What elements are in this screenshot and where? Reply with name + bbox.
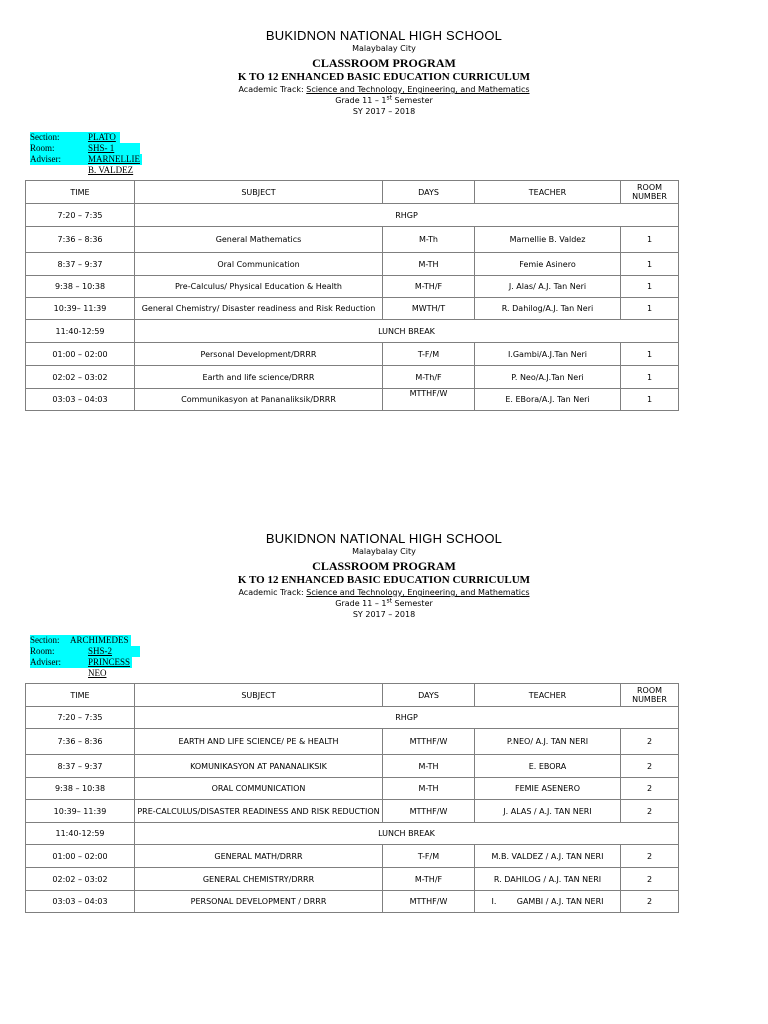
- grade-suffix: Semester: [392, 96, 433, 105]
- cell-subject: Communikasyon at Pananaliksik/DRRR: [135, 389, 383, 411]
- table-row: [26, 868, 679, 891]
- table-row: [26, 729, 679, 755]
- room-label: Room:: [30, 646, 88, 657]
- cell-subject: GENERAL CHEMISTRY/DRRR: [135, 868, 383, 891]
- school-name: BUKIDNON NATIONAL HIGH SCHOOL: [265, 531, 503, 546]
- table-row: [26, 204, 679, 227]
- school-year: SY 2017 – 2018: [352, 107, 416, 116]
- cell-days: MTTHF/W: [383, 891, 475, 913]
- cell-days: MTTHF/W: [383, 729, 475, 755]
- track-label: Academic Track:: [238, 85, 307, 94]
- cell-teacher: E. EBora/A.J. Tan Neri: [475, 389, 621, 411]
- cell-time: 9:38 – 10:38: [26, 276, 135, 298]
- table-row: [26, 366, 679, 389]
- adviser-value: PRINCESS NEO: [88, 657, 131, 678]
- cell-teacher: E. EBORA: [475, 755, 621, 778]
- cell-time: 01:00 – 02:00: [26, 845, 135, 868]
- cell-teacher: I. GAMBI / A.J. TAN NERI: [475, 891, 621, 913]
- cell-subject: Earth and life science/DRRR: [135, 366, 383, 389]
- school-year: SY 2017 – 2018: [352, 610, 416, 619]
- cell-time: 03:03 – 04:03: [26, 389, 135, 411]
- grade-prefix: Grade 11 – 1: [335, 599, 387, 608]
- cell-subject: ORAL COMMUNICATION: [135, 778, 383, 800]
- schedule-table-1: [25, 180, 679, 411]
- table-row: [26, 800, 679, 823]
- cell-teacher: P. Neo/A.J.Tan Neri: [475, 366, 621, 389]
- table-row: [26, 823, 679, 845]
- cell-teacher: P.NEO/ A.J. TAN NERI: [475, 729, 621, 755]
- cell-span: RHGP: [135, 204, 679, 227]
- table-row: [26, 778, 679, 800]
- col-time: TIME: [26, 684, 135, 707]
- cell-days: M-TH: [383, 253, 475, 276]
- section-value: ARCHIMEDES: [70, 635, 129, 645]
- cell-room: 2: [621, 868, 679, 891]
- cell-subject: KOMUNIKASYON AT PANANALIKSIK: [135, 755, 383, 778]
- cell-room: 2: [621, 891, 679, 913]
- cell-time: 7:20 – 7:35: [26, 707, 135, 729]
- cell-time: 01:00 – 02:00: [26, 343, 135, 366]
- cell-time: 02:02 – 03:02: [26, 366, 135, 389]
- table-row: [26, 276, 679, 298]
- curriculum-title: K TO 12 ENHANCED BASIC EDUCATION CURRICULUM: [237, 574, 531, 586]
- cell-room: 2: [621, 778, 679, 800]
- cell-room: 1: [621, 343, 679, 366]
- cell-room: 1: [621, 227, 679, 253]
- adviser-label: Adviser:: [30, 154, 88, 165]
- cell-teacher: M.B. VALDEZ / A.J. TAN NERI: [475, 845, 621, 868]
- cell-time: 11:40-12:59: [26, 320, 135, 343]
- cell-subject: General Chemistry/ Disaster readiness and Risk Reduction: [135, 298, 383, 320]
- col-room-number: ROOM NUMBER: [621, 684, 679, 707]
- cell-time: 10:39– 11:39: [26, 800, 135, 823]
- cell-teacher: Femie Asinero: [475, 253, 621, 276]
- table-row: [26, 320, 679, 343]
- cell-subject: EARTH AND LIFE SCIENCE/ PE & HEALTH: [135, 729, 383, 755]
- cell-days: MTTHF/W: [383, 800, 475, 823]
- cell-days: M-Th/F: [383, 366, 475, 389]
- table-row: [26, 227, 679, 253]
- col-teacher: TEACHER: [475, 181, 621, 204]
- table-row: [26, 253, 679, 276]
- cell-teacher: J. Alas/ A.J. Tan Neri: [475, 276, 621, 298]
- cell-days: T-F/M: [383, 845, 475, 868]
- col-time: TIME: [26, 181, 135, 204]
- section-row: [30, 635, 129, 646]
- track-label: Academic Track:: [238, 588, 307, 597]
- cell-days: MTTHF/W: [383, 389, 475, 411]
- room-row: [30, 646, 113, 657]
- academic-track: [0, 589, 768, 597]
- table-row: [26, 891, 679, 913]
- cell-teacher: J. ALAS / A.J. TAN NERI: [475, 800, 621, 823]
- cell-time: 10:39– 11:39: [26, 298, 135, 320]
- cell-span: LUNCH BREAK: [135, 823, 679, 845]
- cell-room: 2: [621, 800, 679, 823]
- table-row: [26, 389, 679, 411]
- col-days: DAYS: [383, 684, 475, 707]
- cell-time: 9:38 – 10:38: [26, 778, 135, 800]
- col-subject: SUBJECT: [135, 181, 383, 204]
- grade-sup: st: [386, 94, 392, 102]
- cell-days: M-TH/F: [383, 276, 475, 298]
- class-meta-2: [30, 635, 131, 678]
- adviser-label: Adviser:: [30, 657, 88, 668]
- cell-room: 1: [621, 389, 679, 411]
- adviser-row: [30, 657, 131, 678]
- curriculum-title: K TO 12 ENHANCED BASIC EDUCATION CURRICULUM: [237, 71, 531, 83]
- cell-room: 1: [621, 276, 679, 298]
- room-value: SHS-2: [88, 646, 140, 657]
- cell-room: 1: [621, 366, 679, 389]
- table-row: [26, 845, 679, 868]
- cell-time: 7:36 – 8:36: [26, 729, 135, 755]
- room-row: [30, 143, 115, 154]
- city-name: Malaybalay City: [352, 547, 416, 556]
- section-label: Section:: [30, 132, 88, 143]
- cell-subject: Personal Development/DRRR: [135, 343, 383, 366]
- class-meta-1: [30, 132, 140, 175]
- cell-days: MWTH/T: [383, 298, 475, 320]
- cell-room: 1: [621, 253, 679, 276]
- cell-time: 03:03 – 04:03: [26, 891, 135, 913]
- col-days: DAYS: [383, 181, 475, 204]
- table-header-row: [26, 181, 679, 204]
- cell-span: RHGP: [135, 707, 679, 729]
- cell-subject: PRE-CALCULUS/DISASTER READINESS AND RISK REDUCTION: [135, 800, 383, 823]
- schedule-header-2: [0, 532, 768, 619]
- grade-suffix: Semester: [392, 599, 433, 608]
- table-row: [26, 755, 679, 778]
- room-value: SHS- 1: [88, 143, 140, 154]
- program-title: CLASSROOM PROGRAM: [312, 559, 456, 573]
- section-row: [30, 132, 116, 143]
- table-row: [26, 707, 679, 729]
- grade-semester: [0, 597, 768, 608]
- cell-days: M-Th: [383, 227, 475, 253]
- cell-time: 8:37 – 9:37: [26, 755, 135, 778]
- grade-prefix: Grade 11 – 1: [335, 96, 387, 105]
- table-header-row: [26, 684, 679, 707]
- cell-room: 2: [621, 729, 679, 755]
- adviser-row: [30, 154, 140, 175]
- table-row: [26, 298, 679, 320]
- cell-time: 8:37 – 9:37: [26, 253, 135, 276]
- col-teacher: TEACHER: [475, 684, 621, 707]
- cell-subject: Pre-Calculus/ Physical Education & Health: [135, 276, 383, 298]
- col-room-number: ROOM NUMBER: [621, 181, 679, 204]
- cell-teacher: Marnellie B. Valdez: [475, 227, 621, 253]
- city-name: Malaybalay City: [352, 44, 416, 53]
- cell-subject: PERSONAL DEVELOPMENT / DRRR: [135, 891, 383, 913]
- school-name: BUKIDNON NATIONAL HIGH SCHOOL: [265, 28, 503, 43]
- cell-time: 7:36 – 8:36: [26, 227, 135, 253]
- room-label: Room:: [30, 143, 88, 154]
- adviser-value: MARNELLIE B. VALDEZ: [88, 154, 140, 175]
- program-title: CLASSROOM PROGRAM: [312, 56, 456, 70]
- academic-track: [0, 86, 768, 94]
- cell-room: 2: [621, 845, 679, 868]
- cell-teacher: FEMIE ASENERO: [475, 778, 621, 800]
- table-row: [26, 343, 679, 366]
- track-value: Science and Technology, Engineering, and Mathematics: [306, 85, 530, 94]
- cell-days: T-F/M: [383, 343, 475, 366]
- cell-teacher: I.Gambi/A.J.Tan Neri: [475, 343, 621, 366]
- cell-span: LUNCH BREAK: [135, 320, 679, 343]
- cell-room: 1: [621, 298, 679, 320]
- schedule-header-1: [0, 29, 768, 116]
- schedule-table-2: [25, 683, 679, 913]
- track-value: Science and Technology, Engineering, and Mathematics: [306, 588, 530, 597]
- cell-time: 11:40-12:59: [26, 823, 135, 845]
- section-value: PLATO: [88, 132, 120, 143]
- grade-sup: st: [386, 597, 392, 605]
- cell-teacher: R. Dahilog/A.J. Tan Neri: [475, 298, 621, 320]
- cell-time: 02:02 – 03:02: [26, 868, 135, 891]
- col-subject: SUBJECT: [135, 684, 383, 707]
- cell-room: 2: [621, 755, 679, 778]
- cell-subject: General Mathematics: [135, 227, 383, 253]
- cell-days: M-TH/F: [383, 868, 475, 891]
- cell-subject: Oral Communication: [135, 253, 383, 276]
- cell-days: M-TH: [383, 778, 475, 800]
- section-label: Section:: [30, 635, 70, 646]
- cell-days: M-TH: [383, 755, 475, 778]
- grade-semester: [0, 94, 768, 105]
- cell-subject: GENERAL MATH/DRRR: [135, 845, 383, 868]
- cell-time: 7:20 – 7:35: [26, 204, 135, 227]
- cell-teacher: R. DAHILOG / A.J. TAN NERI: [475, 868, 621, 891]
